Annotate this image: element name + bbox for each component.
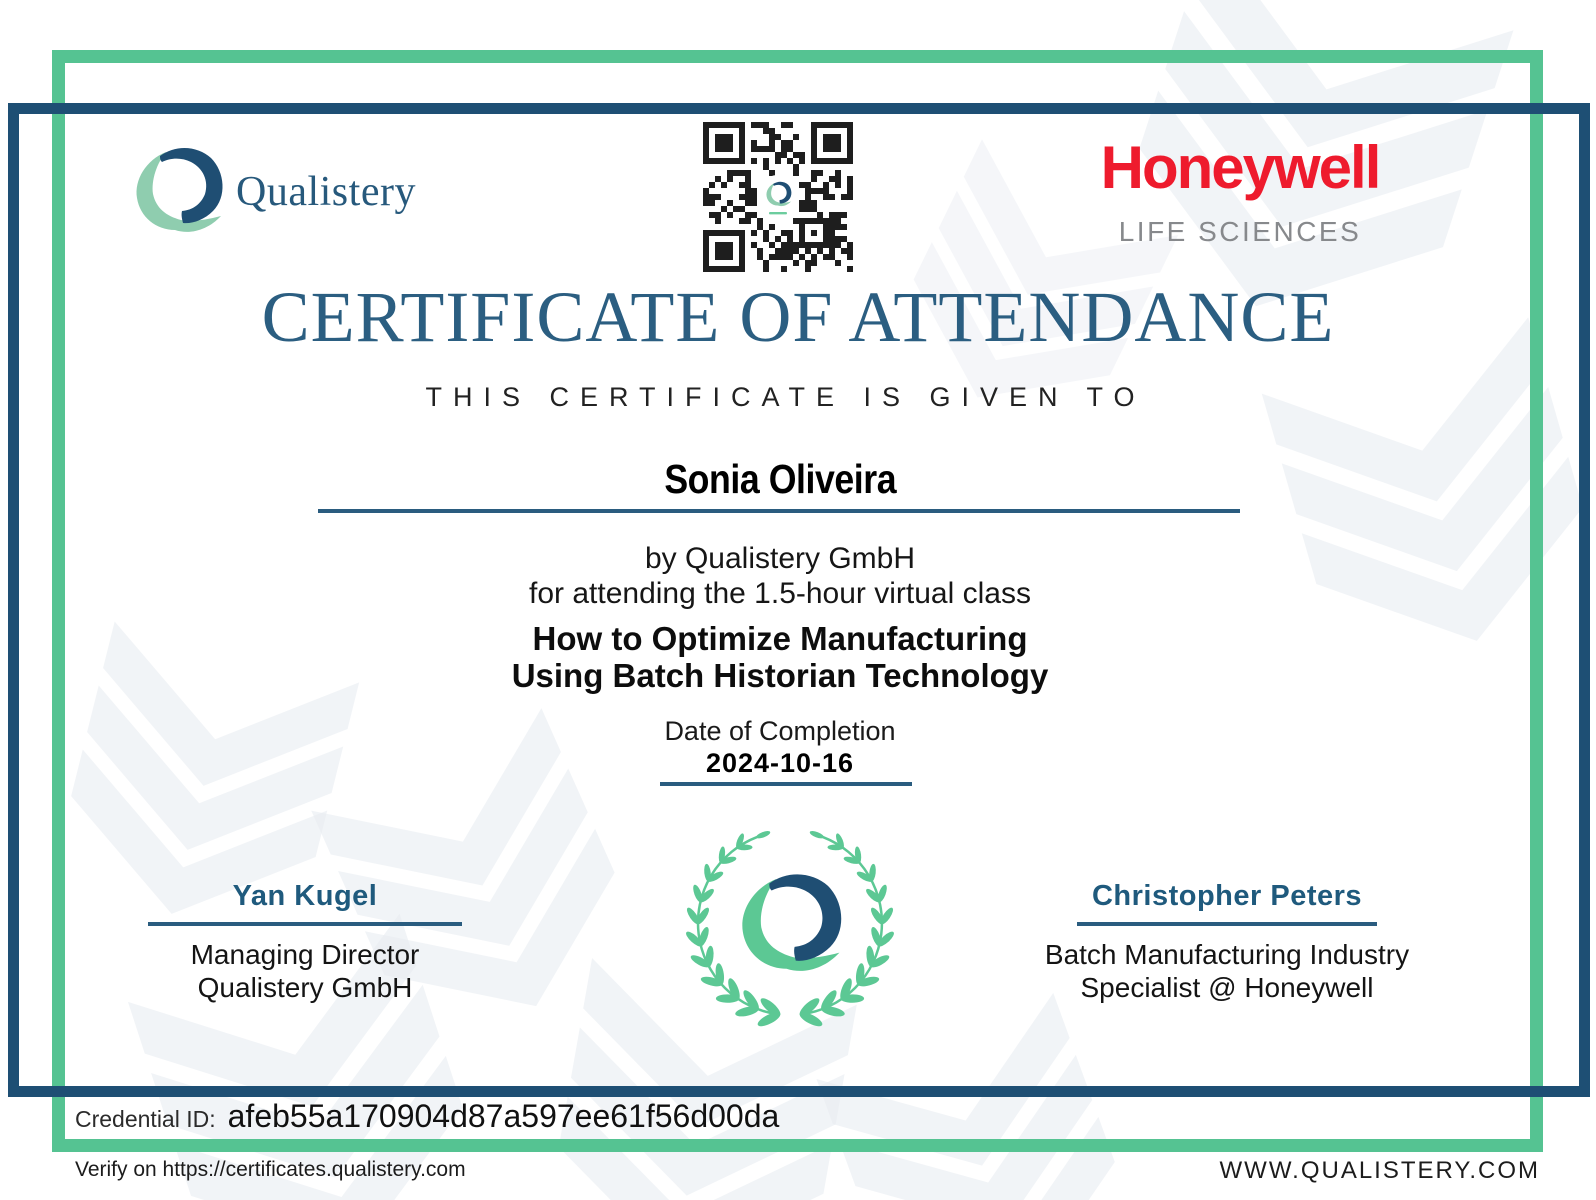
- certificate-title: CERTIFICATE OF ATTENDANCE: [261, 277, 1335, 357]
- credential-id-value: afeb55a170904d87a597ee61f56d00da: [227, 1098, 780, 1134]
- signature-block-left: [95, 880, 515, 1004]
- course-title-line2: Using Batch Historian Technology: [511, 657, 1049, 694]
- course-title-line1: How to Optimize Manufacturing: [532, 620, 1028, 657]
- recipient-name: Sonia Oliveira: [664, 456, 896, 502]
- recipient-underline: [318, 509, 1240, 513]
- certificate-subtitle: THIS CERTIFICATE IS GIVEN TO: [425, 382, 1146, 412]
- honeywell-logo: [1060, 134, 1420, 248]
- credential-id-label: Credential ID:: [75, 1106, 216, 1132]
- verify-url-text: Verify on https://certificates.qualistery.com: [75, 1158, 466, 1181]
- signature-underline-left: [148, 922, 462, 926]
- qualistery-logo-text: Qualistery: [236, 169, 416, 215]
- website-text: WWW.QUALISTERY.COM: [1219, 1157, 1540, 1184]
- life-sciences-label: LIFE SCIENCES: [1118, 216, 1362, 247]
- date-underline: [660, 782, 912, 786]
- issued-by-line: by Qualistery GmbH: [644, 542, 916, 575]
- honeywell-logo-text: Honeywell: [1100, 134, 1380, 201]
- signer-title-right-line2: Specialist @ Honeywell: [1080, 972, 1374, 1003]
- signer-name-right: Christopher Peters: [1091, 880, 1363, 912]
- qr-code: [703, 122, 853, 272]
- laurel-wreath-icon: [670, 809, 910, 1037]
- reason-line: for attending the 1.5-hour virtual class: [529, 577, 1031, 610]
- date-of-completion-value: 2024-10-16: [705, 748, 855, 778]
- signature-underline-right: [1077, 922, 1377, 926]
- date-of-completion-label: Date of Completion: [664, 716, 896, 746]
- signature-block-right: [1017, 880, 1437, 1004]
- credential-row: [75, 1098, 779, 1135]
- signer-name-left: Yan Kugel: [232, 880, 378, 912]
- signer-title-left-line1: Managing Director: [190, 939, 420, 970]
- q-logo-icon: [128, 140, 228, 244]
- signer-title-left-line2: Qualistery GmbH: [197, 972, 413, 1003]
- signer-title-right-line1: Batch Manufacturing Industry: [1044, 939, 1410, 970]
